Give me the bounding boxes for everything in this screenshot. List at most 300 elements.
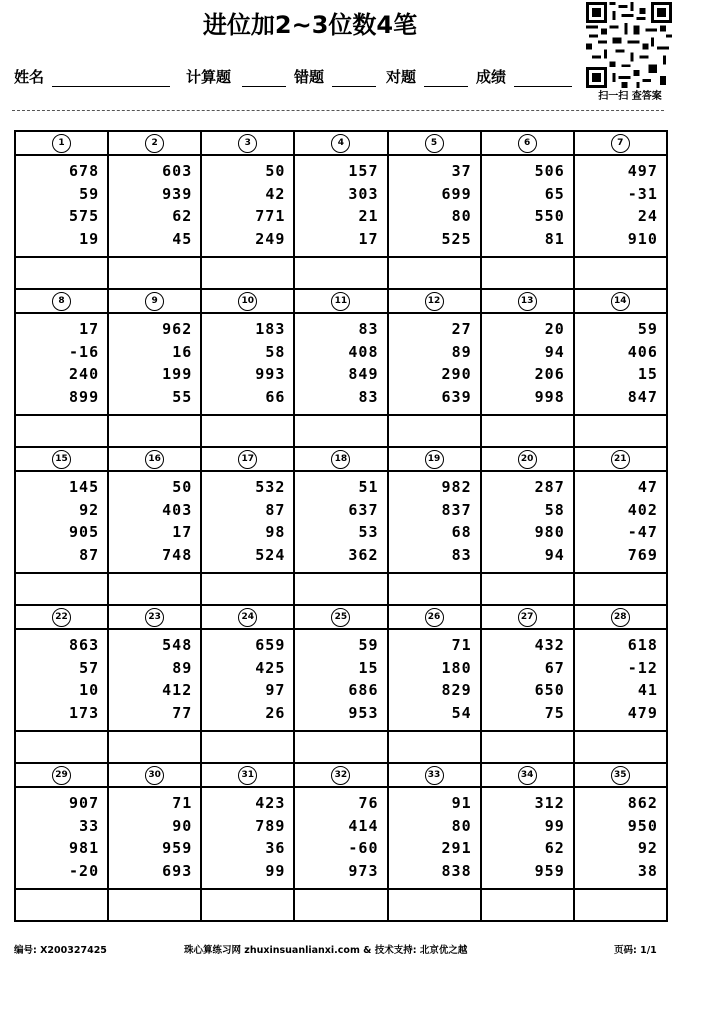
problem-numbers [202, 788, 295, 890]
problem-numbers [202, 314, 295, 416]
dashed-divider [12, 110, 664, 111]
addend: 837 [441, 500, 472, 519]
addend: 98 [265, 523, 286, 541]
addend: 87 [265, 500, 286, 519]
addend: 92 [637, 839, 658, 857]
addend: 17 [358, 229, 379, 248]
addend: 618 [627, 636, 658, 654]
addend: 59 [79, 184, 100, 203]
problem-numbers [202, 630, 295, 732]
addend: 425 [255, 658, 286, 677]
addend: 863 [69, 636, 100, 654]
addend: 950 [627, 816, 658, 835]
problem-numbers [295, 630, 388, 732]
addend: 180 [441, 658, 472, 677]
addend: 240 [69, 365, 100, 383]
addend: 51 [358, 478, 379, 496]
addend: 17 [79, 320, 100, 338]
problem-number: 4 [331, 134, 350, 153]
problem-numbers [16, 472, 109, 574]
problem-numbers [295, 156, 388, 258]
problem-number: 33 [425, 766, 444, 785]
addend: 847 [627, 387, 658, 406]
problem-numbers [109, 472, 202, 574]
answer-box[interactable] [16, 574, 109, 606]
problem-number: 9 [145, 292, 164, 311]
problem-number-cell [295, 132, 388, 156]
problem-numbers [575, 630, 668, 732]
addend: 19 [79, 229, 100, 248]
answer-box[interactable] [109, 258, 202, 290]
addend: 83 [358, 387, 379, 406]
addend: -47 [627, 523, 658, 541]
addend: 973 [348, 861, 379, 880]
problem-numbers [575, 472, 668, 574]
addend: 290 [441, 365, 472, 383]
problem-number-cell [109, 290, 202, 314]
problem-number: 12 [425, 292, 444, 311]
problem-number-cell [109, 606, 202, 630]
addend: 524 [255, 545, 286, 564]
answer-box[interactable] [575, 416, 668, 448]
problem-number: 19 [425, 450, 444, 469]
problem-number: 20 [518, 450, 537, 469]
answer-box[interactable] [202, 574, 295, 606]
problem-numbers [389, 630, 482, 732]
problem-numbers [482, 630, 575, 732]
right-label: 对题 [386, 68, 417, 86]
addend: 77 [172, 703, 193, 722]
problem-number-cell [482, 448, 575, 472]
problem-number: 21 [611, 450, 630, 469]
problem-numbers [482, 472, 575, 574]
addend: 47 [637, 478, 658, 496]
problem-number-cell [202, 764, 295, 788]
score-label: 成绩 [476, 68, 507, 86]
problem-number-cell [389, 448, 482, 472]
addend: 849 [348, 365, 379, 383]
addend: 959 [162, 839, 193, 857]
addend: 83 [358, 320, 379, 338]
addend: 406 [627, 342, 658, 361]
addend: 993 [255, 365, 286, 383]
addend: 15 [637, 365, 658, 383]
problem-number-cell [109, 132, 202, 156]
addend: 639 [441, 387, 472, 406]
addend: 15 [358, 658, 379, 677]
problem-number-cell [295, 448, 388, 472]
problem-number: 10 [238, 292, 257, 311]
problem-number: 16 [145, 450, 164, 469]
problem-number-cell [16, 606, 109, 630]
score-field[interactable] [514, 86, 572, 87]
addend: 206 [534, 365, 565, 383]
addend: 769 [627, 545, 658, 564]
problem-numbers [109, 314, 202, 416]
addend: 50 [172, 478, 193, 496]
addend: 414 [348, 816, 379, 835]
right-field[interactable] [424, 86, 468, 87]
addend: 42 [265, 184, 286, 203]
problem-number: 17 [238, 450, 257, 469]
problem-number: 18 [331, 450, 350, 469]
problem-numbers [109, 156, 202, 258]
problem-number: 28 [611, 608, 630, 627]
addend: 548 [162, 636, 193, 654]
addend: 75 [544, 703, 565, 722]
problem-number: 6 [518, 134, 537, 153]
problem-number-cell [482, 290, 575, 314]
addend: 748 [162, 545, 193, 564]
answer-box[interactable] [109, 574, 202, 606]
addend: -20 [69, 861, 100, 880]
addend: 829 [441, 681, 472, 699]
addend: 71 [172, 794, 193, 812]
answer-box[interactable] [16, 416, 109, 448]
addend: 532 [255, 478, 286, 496]
problem-number: 30 [145, 766, 164, 785]
addend: -16 [69, 342, 100, 361]
addend: 980 [534, 523, 565, 541]
answer-box[interactable] [295, 732, 388, 764]
addend: 412 [162, 681, 193, 699]
answer-row [16, 574, 668, 606]
addend: 905 [69, 523, 100, 541]
answer-box[interactable] [295, 574, 388, 606]
page-title: 进位加2~3位数4笔 [202, 11, 418, 39]
answer-box[interactable] [575, 258, 668, 290]
problem-header-row [16, 448, 668, 472]
answer-box[interactable] [482, 732, 575, 764]
answer-box[interactable] [16, 890, 109, 922]
addend: 303 [348, 184, 379, 203]
addend: 525 [441, 229, 472, 248]
problem-numbers [295, 788, 388, 890]
problem-numbers [16, 314, 109, 416]
problem-numbers [16, 788, 109, 890]
addend: 479 [627, 703, 658, 722]
addend: 910 [627, 229, 658, 248]
problem-number: 32 [331, 766, 350, 785]
addend: 998 [534, 387, 565, 406]
addend: 92 [79, 500, 100, 519]
answer-box[interactable] [575, 732, 668, 764]
problem-numbers [109, 630, 202, 732]
addend: 21 [358, 207, 379, 225]
addend: 57 [79, 658, 100, 677]
answer-box[interactable] [16, 732, 109, 764]
addend: 55 [172, 387, 193, 406]
answer-box[interactable] [389, 574, 482, 606]
addend: 76 [358, 794, 379, 812]
problem-numbers-row [16, 630, 668, 732]
addend: 291 [441, 839, 472, 857]
problem-number: 5 [425, 134, 444, 153]
addend: 33 [79, 816, 100, 835]
answer-box[interactable] [202, 890, 295, 922]
answer-box[interactable] [202, 416, 295, 448]
addend: 99 [265, 861, 286, 880]
addend: 50 [265, 162, 286, 180]
answer-row [16, 416, 668, 448]
addend: 173 [69, 703, 100, 722]
addend: 838 [441, 861, 472, 880]
problem-number-cell [575, 448, 668, 472]
wrong-label: 错题 [294, 68, 325, 86]
addend: 953 [348, 703, 379, 722]
problem-number: 13 [518, 292, 537, 311]
problem-numbers [575, 788, 668, 890]
addend: 20 [544, 320, 565, 338]
answer-box[interactable] [109, 732, 202, 764]
qr-code-icon[interactable] [586, 2, 672, 88]
addend: 771 [255, 207, 286, 225]
answer-box[interactable] [16, 258, 109, 290]
addend: 199 [162, 365, 193, 383]
problem-number-cell [575, 606, 668, 630]
problem-numbers [482, 788, 575, 890]
problem-numbers [16, 156, 109, 258]
answer-box[interactable] [482, 258, 575, 290]
addend: 94 [544, 342, 565, 361]
addend: 83 [451, 545, 472, 564]
problem-number-cell [389, 606, 482, 630]
problem-header-row [16, 132, 668, 156]
addend: 66 [265, 387, 286, 406]
addend: 36 [265, 839, 286, 857]
addend: 659 [255, 636, 286, 654]
addend: 16 [172, 342, 193, 361]
problem-number-cell [202, 132, 295, 156]
problem-number: 31 [238, 766, 257, 785]
answer-box[interactable] [202, 732, 295, 764]
addend: 550 [534, 207, 565, 225]
problem-header-row [16, 764, 668, 788]
addend: 899 [69, 387, 100, 406]
problem-numbers [389, 314, 482, 416]
problem-number: 29 [52, 766, 71, 785]
problem-numbers [295, 314, 388, 416]
addend: 403 [162, 500, 193, 519]
answer-box[interactable] [202, 258, 295, 290]
problem-number-cell [482, 606, 575, 630]
answer-box[interactable] [575, 574, 668, 606]
addend: 145 [69, 478, 100, 496]
problem-numbers [202, 156, 295, 258]
addend: -60 [348, 839, 379, 857]
problem-number-cell [202, 448, 295, 472]
addend: 65 [544, 184, 565, 203]
answer-box[interactable] [109, 890, 202, 922]
answer-box[interactable] [295, 890, 388, 922]
total-label: 计算题 [186, 68, 232, 86]
answer-box[interactable] [389, 416, 482, 448]
answer-row [16, 258, 668, 290]
problem-numbers [389, 788, 482, 890]
problem-number-cell [109, 764, 202, 788]
problem-numbers [482, 156, 575, 258]
problem-numbers [389, 156, 482, 258]
answer-box[interactable] [295, 258, 388, 290]
wrong-field[interactable] [332, 86, 376, 87]
problem-number: 24 [238, 608, 257, 627]
addend: 59 [358, 636, 379, 654]
addend: 575 [69, 207, 100, 225]
addend: 287 [534, 478, 565, 496]
problem-number-cell [16, 764, 109, 788]
addend: 981 [69, 839, 100, 857]
answer-box[interactable] [482, 416, 575, 448]
problem-number: 7 [611, 134, 630, 153]
problem-number-cell [109, 448, 202, 472]
problem-number-cell [389, 764, 482, 788]
addend: 959 [534, 861, 565, 880]
problem-number-cell [389, 132, 482, 156]
addend: 81 [544, 229, 565, 248]
problem-number-cell [202, 290, 295, 314]
addend: 637 [348, 500, 379, 519]
problem-numbers-row [16, 314, 668, 416]
answer-box[interactable] [295, 416, 388, 448]
problem-number: 25 [331, 608, 350, 627]
addend: 699 [441, 184, 472, 203]
name-field[interactable] [52, 86, 170, 87]
addend: 17 [172, 523, 193, 541]
problem-number-cell [16, 132, 109, 156]
addend: 71 [451, 636, 472, 654]
addend: 54 [451, 703, 472, 722]
answer-box[interactable] [575, 890, 668, 922]
addend: 982 [441, 478, 472, 496]
problem-number: 35 [611, 766, 630, 785]
problem-number: 8 [52, 292, 71, 311]
addend: 789 [255, 816, 286, 835]
addend: 408 [348, 342, 379, 361]
answer-row [16, 732, 668, 764]
name-label: 姓名 [14, 68, 45, 86]
addend: 27 [451, 320, 472, 338]
problem-number: 34 [518, 766, 537, 785]
addend: 45 [172, 229, 193, 248]
addend: 402 [627, 500, 658, 519]
addend: 90 [172, 816, 193, 835]
addend: 497 [627, 162, 658, 180]
addend: 80 [451, 816, 472, 835]
addend: 862 [627, 794, 658, 812]
problem-number-cell [389, 290, 482, 314]
addend: 432 [534, 636, 565, 654]
addend: 58 [265, 342, 286, 361]
addend: 157 [348, 162, 379, 180]
addend: 89 [451, 342, 472, 361]
problem-numbers-row [16, 156, 668, 258]
problem-numbers-row [16, 788, 668, 890]
addend: 362 [348, 545, 379, 564]
problem-header-row [16, 606, 668, 630]
addend: 693 [162, 861, 193, 880]
addend: 97 [265, 681, 286, 699]
addend: 58 [544, 500, 565, 519]
addend: 94 [544, 545, 565, 564]
problem-number-cell [295, 290, 388, 314]
addend: 41 [637, 681, 658, 699]
addend: 62 [544, 839, 565, 857]
qr-caption: 扫一扫 查答案 [598, 91, 662, 102]
problem-header-row [16, 290, 668, 314]
addend: -31 [627, 184, 658, 203]
answer-box[interactable] [389, 258, 482, 290]
addend: 59 [637, 320, 658, 338]
addend: 87 [79, 545, 100, 564]
answer-row [16, 890, 668, 922]
answer-box[interactable] [482, 890, 575, 922]
addend: 10 [79, 681, 100, 699]
problem-numbers [202, 472, 295, 574]
footer-code: 编号: X200327425 [14, 945, 107, 956]
answer-box[interactable] [482, 574, 575, 606]
answer-box[interactable] [389, 732, 482, 764]
addend: 99 [544, 816, 565, 835]
problem-number: 11 [331, 292, 350, 311]
addend: 962 [162, 320, 193, 338]
addend: 423 [255, 794, 286, 812]
addend: 53 [358, 523, 379, 541]
problem-number-cell [575, 290, 668, 314]
problem-number: 26 [425, 608, 444, 627]
addend: 249 [255, 229, 286, 248]
addend: 38 [637, 861, 658, 880]
addend: 89 [172, 658, 193, 677]
problem-number: 15 [52, 450, 71, 469]
problem-numbers [575, 156, 668, 258]
problem-numbers [389, 472, 482, 574]
problem-number-cell [295, 606, 388, 630]
total-field[interactable] [242, 86, 286, 87]
problem-number-cell [575, 132, 668, 156]
addend: 183 [255, 320, 286, 338]
problem-number: 14 [611, 292, 630, 311]
addend: 907 [69, 794, 100, 812]
answer-box[interactable] [109, 416, 202, 448]
addend: 650 [534, 681, 565, 699]
addend: 603 [162, 162, 193, 180]
addend: 67 [544, 658, 565, 677]
addend: 678 [69, 162, 100, 180]
problem-number: 23 [145, 608, 164, 627]
problem-grid [14, 130, 668, 922]
student-info-row [14, 66, 584, 90]
answer-box[interactable] [389, 890, 482, 922]
footer-page: 页码: 1/1 [614, 945, 657, 956]
addend: 91 [451, 794, 472, 812]
problem-number-cell [16, 448, 109, 472]
addend: 37 [451, 162, 472, 180]
addend: -12 [627, 658, 658, 677]
problem-number-cell [482, 132, 575, 156]
problem-numbers [295, 472, 388, 574]
problem-number: 1 [52, 134, 71, 153]
problem-number-cell [202, 606, 295, 630]
problem-number: 2 [145, 134, 164, 153]
problem-numbers [575, 314, 668, 416]
addend: 686 [348, 681, 379, 699]
problem-numbers [109, 788, 202, 890]
footer-site: 珠心算练习网 zhuxinsuanlianxi.com & 技术支持: 北京优之越 [184, 945, 468, 956]
problem-number: 27 [518, 608, 537, 627]
addend: 24 [637, 207, 658, 225]
problem-number: 22 [52, 608, 71, 627]
addend: 68 [451, 523, 472, 541]
